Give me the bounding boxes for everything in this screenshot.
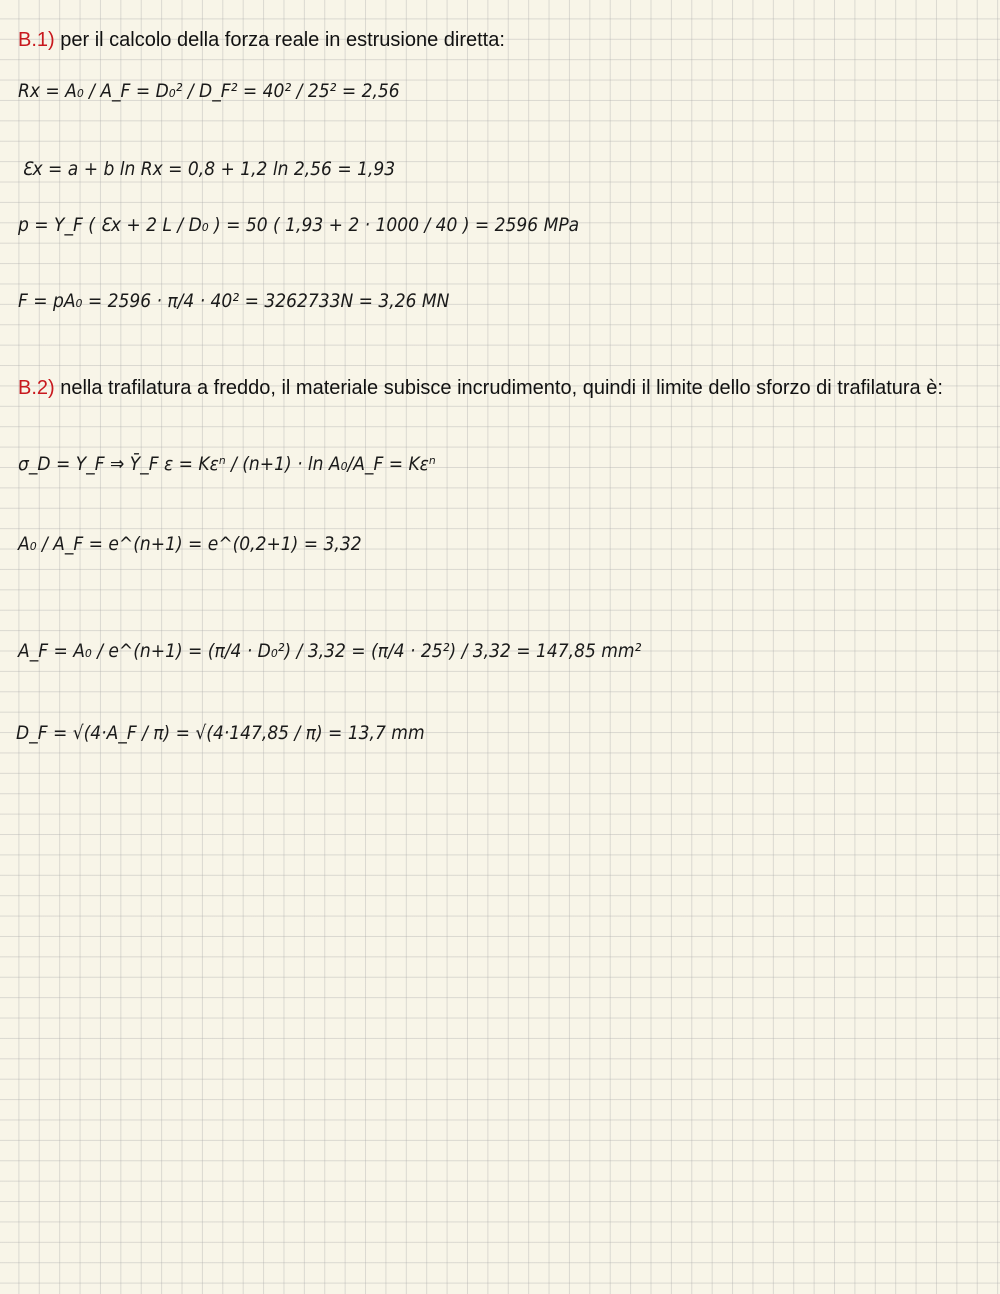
final-area-equation: A_F = A₀ / e^(n+1) = (π/4 · D₀²) / 3,32 = (π/4 · 25²) / 3,32 = 147,85 mm² [18,640,642,662]
force-equation: F = pA₀ = 2596 · π/4 · 40² = 3262733N = 3,26 MN [18,290,450,312]
section-b2-heading [18,376,958,400]
final-diameter-equation: D_F = √(4·A_F / π) = √(4·147,85 / π) = 13,7 mm [16,722,425,744]
extrusion-strain-equation: Ɛx = a + b ln Rx = 0,8 + 1,2 ln 2,56 = 1,93 [22,158,396,180]
extrusion-ratio-equation: Rx = A₀ / A_F = D₀² / D_F² = 40² / 25² = 2,56 [18,80,400,102]
drawing-stress-equation: σ_D = Y_F ⇒ Ȳ_F ε = Kεⁿ / (n+1) · ln A₀/A_F = Kεⁿ [18,453,436,475]
area-ratio-equation: A₀ / A_F = e^(n+1) = e^(0,2+1) = 3,32 [18,533,362,555]
section-label: B.1) [18,29,55,51]
pressure-equation: p = Y_F ( Ɛx + 2 L / D₀ ) = 50 ( 1,93 + 2 · 1000 / 40 ) = 2596 MPa [18,214,580,236]
section-text: nella trafilatura a freddo, il materiale subisce incrudimento, quindi il limite dello sforzo di trafilatura è: [54,377,943,399]
section-b1-heading [18,28,505,52]
section-label: B.2) [18,377,55,399]
section-text: per il calcolo della forza reale in estrusione diretta: [54,29,505,51]
